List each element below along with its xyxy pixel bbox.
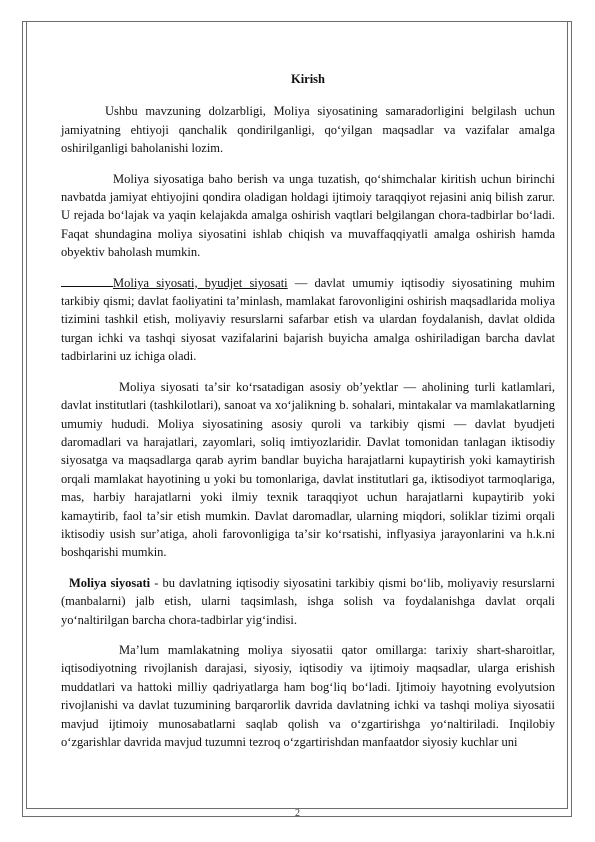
paragraph-relevance: Ushbu mavzuning dolzarbligi, Moliya siyosatining samaradorligini belgilash uchun jamiyatning ehtiyoji qanchalik qondirilganligi, qo‘yilgan maqsadlar va vazifalar amalga oshirilganligi baholanishi lozim. <box>61 104 555 156</box>
underline-blank <box>61 275 113 287</box>
paragraph-objects: Moliya siyosati taʼsir koʻrsatadigan asosiy obʼyektlar — aholining turli katlamlari, davlat institutlari (tashkilotlari), sanoat va xoʻjalikning b. sohalari, mintakalar va mamlakatlarning umumiy hududi. Moliya siyosatining asosiy quroli va tarkibiy qismi — davlat byudjeti daromadlari va harajatlari, zayomlari, soliq imtiyozlaridir. Davlat tomonidan tanlagan iktisodiy siyosatga va maqsadlarga qarab ayrim bandlar buyicha harajatlarni kupaytirish yoki kamaytirish orqali mamlakat hayotining u yoki bu tomonlariga, davlat institutlari ga, iktisodiyot tarmoqlariga, mas, harbiy harajatlarni yoki ilmiy texnik taraqqiyot uchun harajatlarni kupaytirib yoki kamaytirib, faol taʼsir etish mumkin. Davlat daromadlar, ularning miqdori, soliklar tizimi orqali iktisodiy usish surʼatiga, aholi farovonligiga taʼsir koʻrsatishi, inflyasiya jarayonlarini va h.k.ni boshqarishi mumkin. <box>61 379 555 560</box>
term-definition: - bu davlatning iqtisodiy siyosatini tarkibiy qismi bo‘lib, moliyaviy resurslarni (manbalarni) jalb etish, ularni taqsimlash, ishga solish va foydalanishga davlat orqali yo‘naltirilgan barcha chora-tadbirlar yig‘indisi. <box>61 575 555 627</box>
paragraph-moliya-siyosati <box>61 574 555 629</box>
document-body <box>61 70 555 763</box>
paragraph-evaluation: Moliya siyosatiga baho berish va unga tuzatish, qo‘shimchalar kiritish uchun birinchi navbatda jamiyat ehtiyojini qondira oladigan holdagi ijtimoiy taraqqiyot rejasini aniq bilish zarur. U rejada bo‘lajak va yaqin kelajakda amalga oshirish vaqtlari belgilangan chora-tadbirlar bo‘ladi. Faqat shundagina moliya siyosatini ishlab chiqish va muvaffaqqiyatli amalga oshirish hamda obyektiv baholash mumkin. <box>61 171 555 260</box>
section-title: Kirish <box>290 72 326 86</box>
definition-text: — davlat umumiy iqtisodiy siyosatining muhim tarkibiy qismi; davlat faoliyatini taʼminlash, mamlakat farovonligini oshirish maqsadlarida moliya tizimini tashkil etish, moliyaviy resurslarni safarbar etish va ulardan foydalanish, davlat oldida turgan ichki va tashqi siyosat vazifalarini bajarish buyicha amalga oshiriladigan barcha davlat tadbirlarini uz ichiga oladi. <box>61 275 555 364</box>
bold-term: Moliya siyosati <box>69 575 151 590</box>
page-number: 2 <box>295 808 300 819</box>
paragraph-definition <box>61 274 555 366</box>
paragraph-factors: Ma’lum mamlakatning moliya siyosatii qator omillarga: tarixiy shart-sharoitlar, iqtisodiyotning rivojlanish darajasi, siyosiy, iqtisodiy va ijtimoiy maqsadlar, ularga erishish muddatlari va hattoki milliy qadriyatlarga ham bog‘liq bo‘ladi. Ijtimoiy hayotning evolyutsion rivojlanishi va davlat tuzumining barqarorlik davrida davlatning ichki va tashqi moliya siyosatii mavjud ijtimoiy munosabatlarni saqlab qolish va o‘zgartirishga yo‘naltiriladi. Inqilobiy o‘zgarishlar davrida mavjud tuzumni tezroq o‘zgartirishdan manfaatdor siyosiy kuchlar uni <box>61 642 555 749</box>
definition-link[interactable]: Moliya siyosati, byudjet siyosati <box>113 275 288 290</box>
